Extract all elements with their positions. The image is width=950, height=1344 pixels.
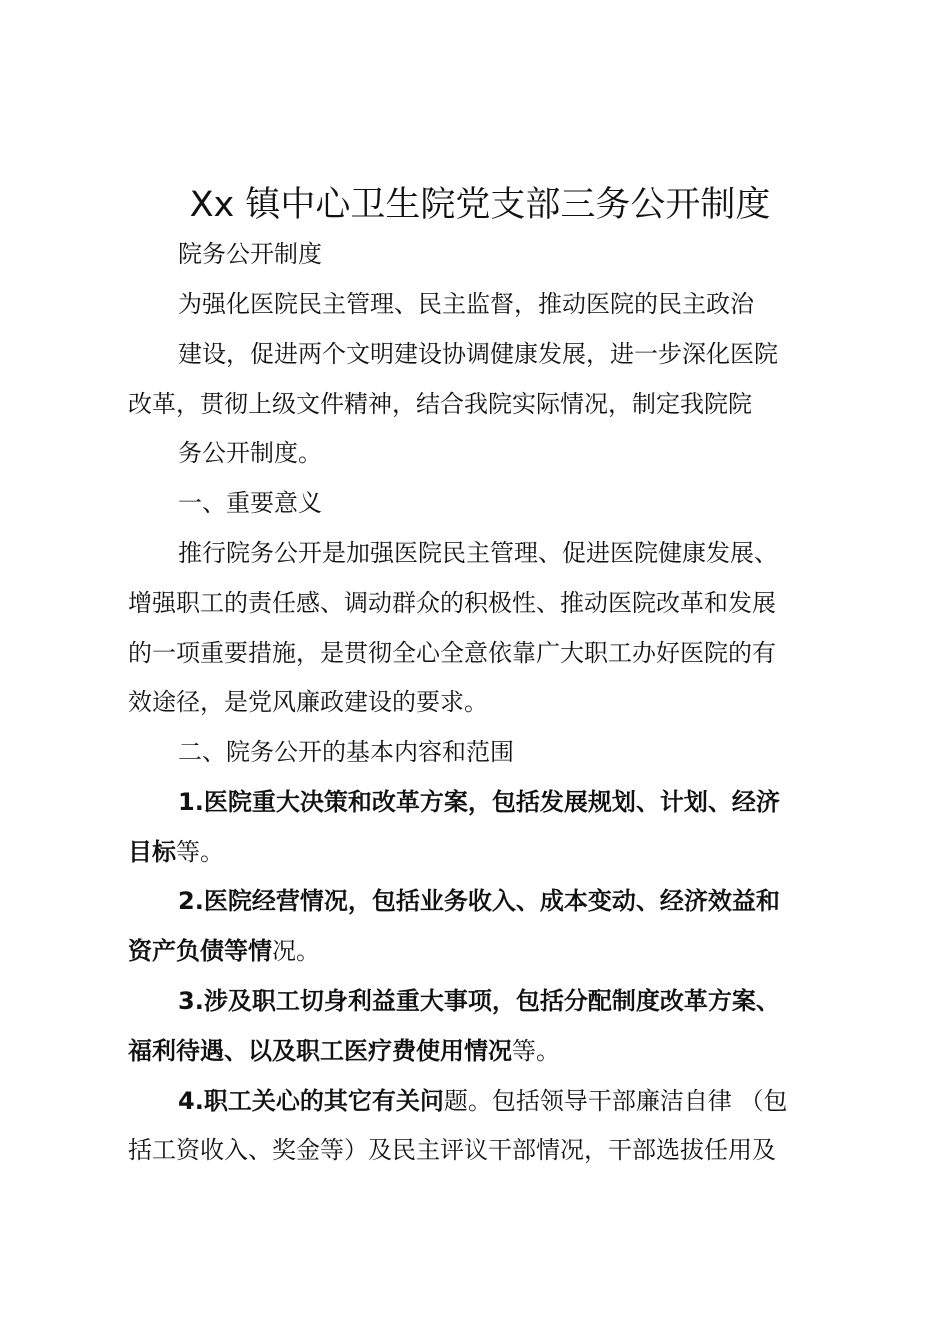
list-item-2-bold-text: 资产负债等情 (128, 937, 272, 965)
list-item-1-bold-text: 目标 (128, 838, 176, 866)
paragraph-line: 务公开制度。 (178, 439, 322, 467)
list-item-3-bold-text: 福利待遇、以及职工医疗费使用情况 (128, 1037, 512, 1065)
document-title: Xx 镇中心卫生院党支部三务公开制度 (189, 185, 771, 225)
paragraph-line: 推行院务公开是加强医院民主管理、促进医院健康发展、 (178, 539, 778, 567)
list-item-1-plain-text: 等。 (176, 838, 224, 866)
paragraph-line: 为强化医院民主管理、民主监督，推动医院的民主政治 (178, 290, 754, 318)
list-item-2-plain-text: 况。 (272, 937, 320, 965)
paragraph-line: 括工资收入、奖金等）及民主评议干部情况，干部选拔任用及 (128, 1136, 776, 1164)
list-item-3-line: 3.涉及职工切身利益重大事项，包括分配制度改革方案、 (178, 987, 780, 1015)
list-item-4-plain-text: 题。包括领导干部廉洁自律 （包 (443, 1087, 788, 1115)
paragraph-line: 效途径，是党风廉政建设的要求。 (128, 688, 488, 716)
list-item-1-continuation (128, 836, 224, 868)
list-item-2-line: 2.医院经营情况，包括业务收入、成本变动、经济效益和 (178, 887, 780, 915)
list-item-3-plain-text: 等。 (512, 1037, 560, 1065)
list-item-1-line: 1.医院重大决策和改革方案，包括发展规划、计划、经济 (178, 788, 780, 816)
paragraph-line: 的一项重要措施，是贯彻全心全意依靠广大职工办好医院的有 (128, 639, 776, 667)
paragraph-line: 建设，促进两个文明建设协调健康发展，进一步深化医院 (178, 340, 778, 368)
list-item-2-continuation (128, 935, 320, 967)
list-item-4-line (178, 1085, 787, 1117)
paragraph-line: 改革，贯彻上级文件精神，结合我院实际情况，制定我院院 (128, 390, 752, 418)
list-item-3-continuation (128, 1035, 560, 1067)
list-item-4-bold-text: 4.职工关心的其它有关问 (178, 1087, 444, 1115)
paragraph-line: 增强职工的责任感、调动群众的积极性、推动医院改革和发展 (128, 589, 776, 617)
section-heading-importance: 一、重要意义 (178, 489, 322, 517)
section-heading-scope: 二、院务公开的基本内容和范围 (178, 738, 514, 766)
section-heading-hospital-affairs: 院务公开制度 (178, 240, 322, 268)
